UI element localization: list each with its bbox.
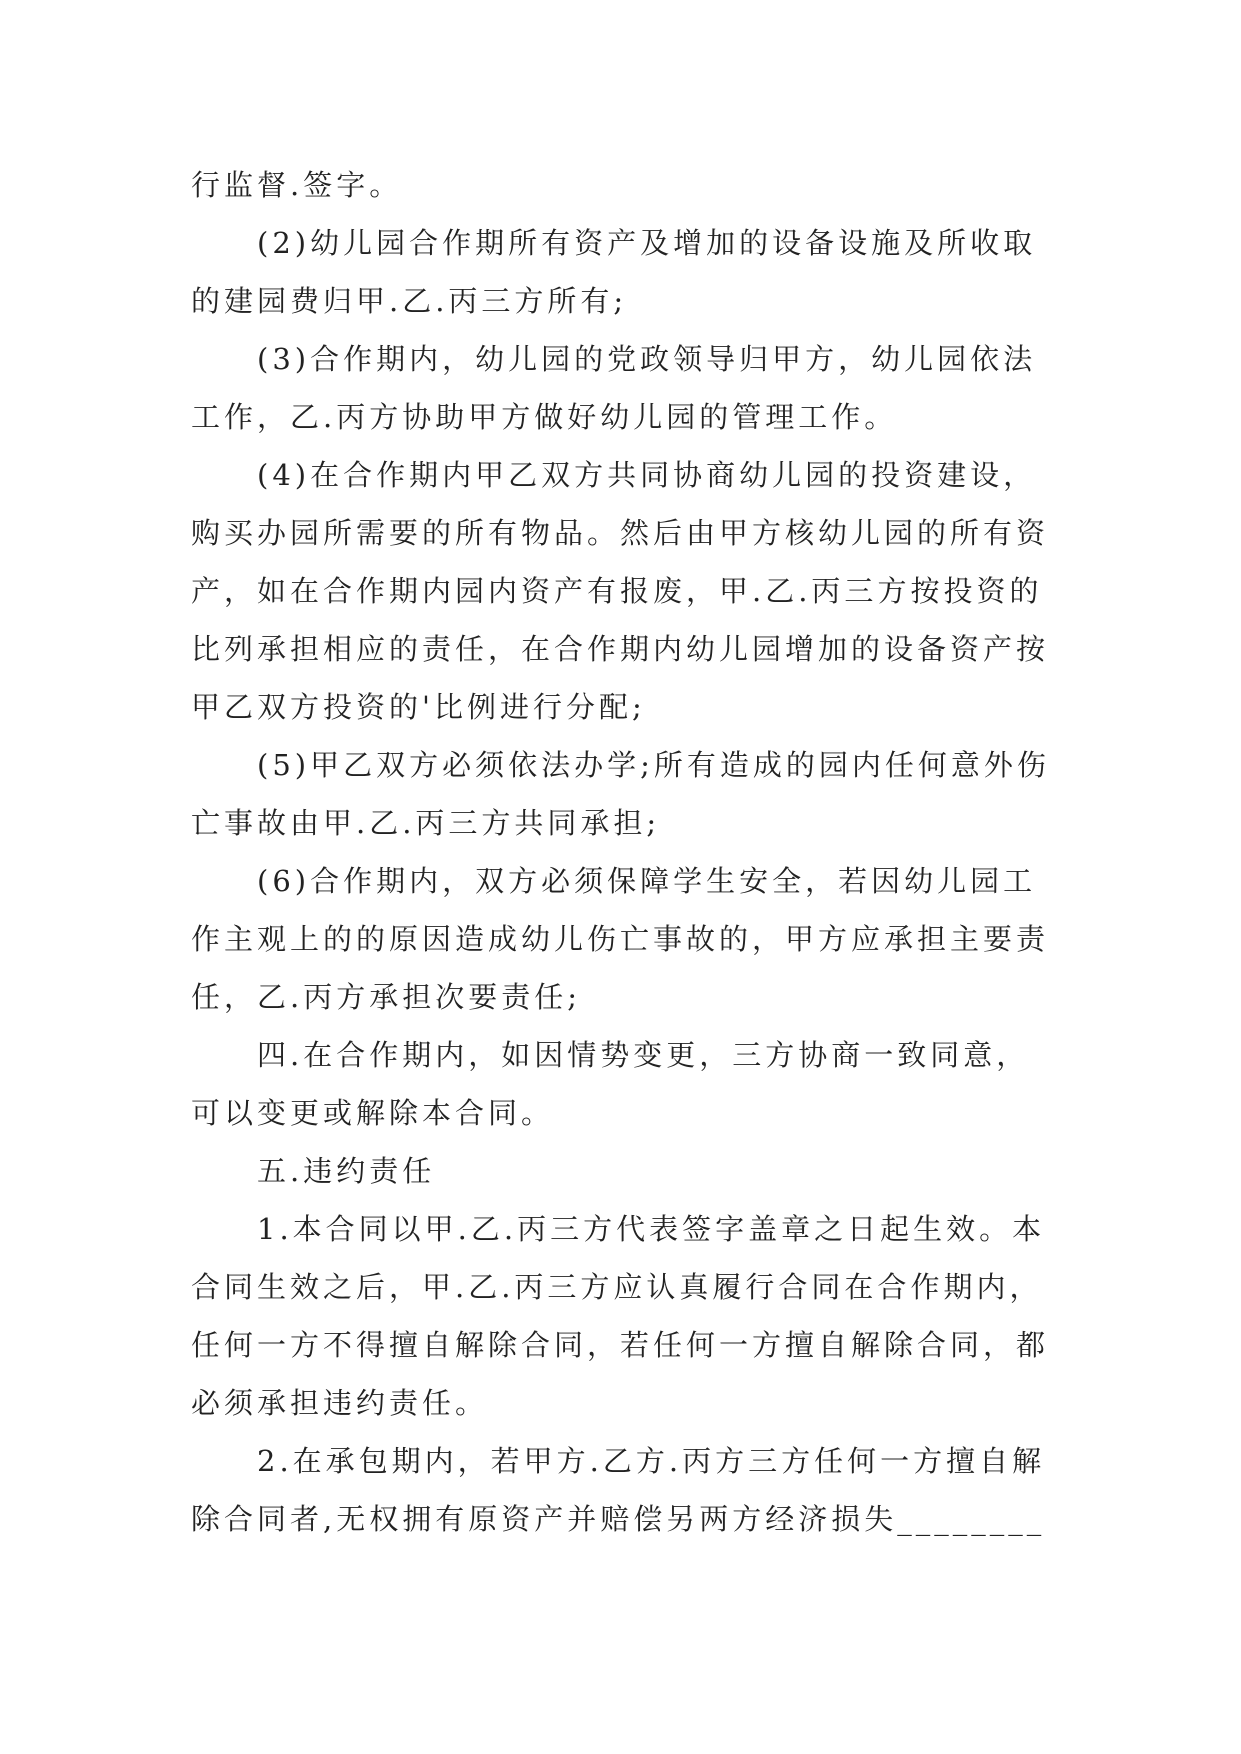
text-line: 任何一方不得擅自解除合同，若任何一方擅自解除合同，都 — [191, 1328, 1050, 1362]
text-line: (3)合作期内，幼儿园的党政领导归甲方，幼儿园依法 — [257, 342, 1037, 376]
text-line: 任，乙.丙方承担次要责任; — [191, 980, 581, 1014]
text-line: 必须承担违约责任。 — [191, 1386, 489, 1420]
text-line: (5)甲乙双方必须依法办学;所有造成的园内任何意外伤 — [257, 748, 1050, 782]
text-line: 行监督.签字。 — [191, 168, 403, 202]
text-line: 1.本合同以甲.乙.丙三方代表签字盖章之日起生效。本 — [257, 1212, 1046, 1246]
text-line: 比列承担相应的责任，在合作期内幼儿园增加的设备资产按 — [191, 632, 1050, 666]
text-line: 亡事故由甲.乙.丙三方共同承担; — [191, 806, 661, 840]
text-line: 购买办园所需要的所有物品。然后由甲方核幼儿园的所有资 — [191, 516, 1050, 550]
text-line: 合同生效之后，甲.乙.丙三方应认真履行合同在合作期内， — [191, 1270, 1043, 1304]
document-body — [191, 156, 1053, 1548]
text-line: 产，如在合作期内园内资产有报废，甲.乙.丙三方按投资的 — [191, 574, 1043, 608]
text-line: 除合同者,无权拥有原资产并赔偿另两方经济损失________ — [191, 1502, 1046, 1536]
text-line: 工作，乙.丙方协助甲方做好幼儿园的管理工作。 — [191, 400, 898, 434]
text-line: 作主观上的的原因造成幼儿伤亡事故的，甲方应承担主要责 — [191, 922, 1050, 956]
text-line: (2)幼儿园合作期所有资产及增加的设备设施及所收取 — [257, 226, 1037, 260]
section-heading: 五.违约责任 — [257, 1154, 436, 1188]
text-line: 可以变更或解除本合同。 — [191, 1096, 555, 1130]
text-line: (4)在合作期内甲乙双方共同协商幼儿园的投资建设， — [257, 458, 1037, 492]
text-line: 2.在承包期内，若甲方.乙方.丙方三方任何一方擅自解 — [257, 1444, 1046, 1478]
text-line: 甲乙双方投资的'比例进行分配; — [191, 690, 646, 724]
text-line: 的建园费归甲.乙.丙三方所有; — [191, 284, 628, 318]
text-line: 四.在合作期内，如因情势变更，三方协商一致同意， — [257, 1038, 1030, 1072]
text-line: (6)合作期内，双方必须保障学生安全，若因幼儿园工 — [257, 864, 1037, 898]
